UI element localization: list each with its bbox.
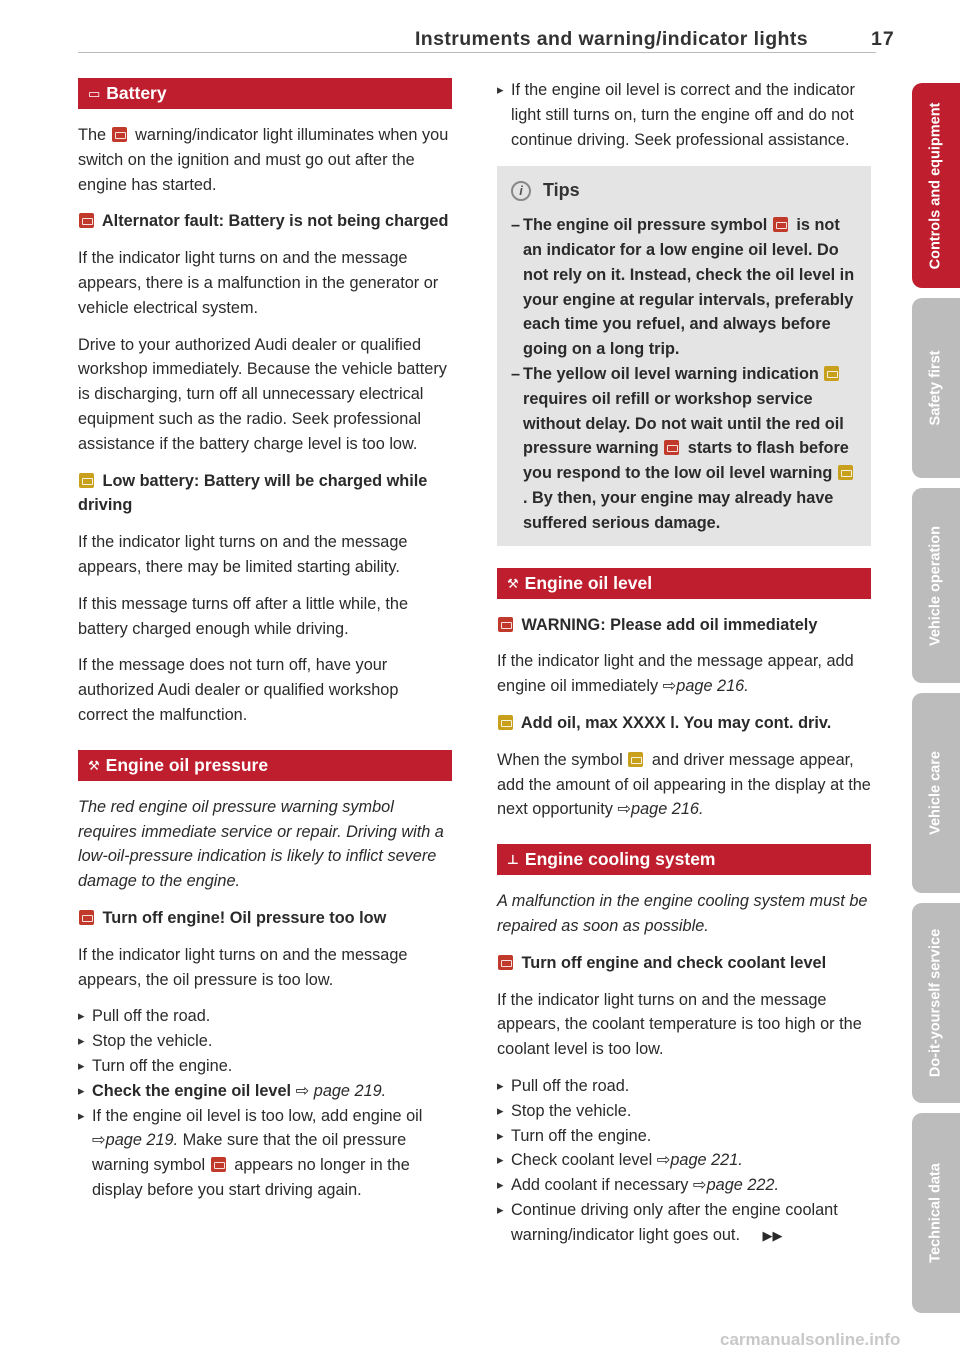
list-item: ▸ Stop the vehicle. — [497, 1099, 871, 1124]
alternator-fault-heading: Alternator fault: Battery is not being charged — [78, 209, 452, 234]
alternator-paragraph-2: Drive to your authorized Audi dealer or qualified workshop immediately. Because the vehicle battery is discharging, turn off all unnecessary electrical equipment such as the radio. Seek professional assistance if the battery charge level is too low. — [78, 335, 447, 453]
oil-pressure-indicator-icon — [664, 440, 679, 455]
tab-do-it-yourself-service[interactable]: Do-it-yourself service — [912, 903, 960, 1103]
oil-level-indicator-icon — [824, 366, 839, 381]
battery-indicator-icon — [79, 213, 94, 228]
oil-pressure-steps — [78, 1004, 452, 1202]
battery-indicator-icon — [112, 127, 127, 142]
oil-level-indicator-icon — [628, 752, 643, 767]
page-reference[interactable]: ⇨page 216. — [617, 800, 704, 819]
tips-box — [497, 166, 871, 545]
oil-pressure-steps-continued — [497, 78, 871, 152]
list-item: ▸ Turn off the engine. — [497, 1124, 871, 1149]
list-item: ▸ Pull off the road. — [497, 1074, 871, 1099]
section-battery-heading: ▭ Battery — [78, 78, 452, 109]
section-oil-pressure-heading: ⚒ Engine oil pressure — [78, 750, 452, 781]
list-item: ▸ Pull off the road. — [78, 1004, 452, 1029]
list-item: ▸ Turn off the engine. — [78, 1054, 452, 1079]
list-item: ▸ Check the engine oil level ⇨ page 219. — [78, 1079, 452, 1104]
add-oil-max-heading: Add oil, max XXXX l. You may cont. driv. — [497, 711, 871, 736]
list-item: ▸ Continue driving only after the engine coolant warning/indicator light goes out. ▶▶ — [497, 1198, 871, 1249]
page-reference[interactable]: ⇨page 221. — [656, 1151, 743, 1170]
tip-item: – The yellow oil level warning indication requires oil refill or workshop service without delay. Do not wait until the red oil pressure warning starts to flash before you respond to the low oil level warning . By then, your engine may already have suffered serious damage. — [511, 362, 857, 536]
header-rule — [78, 52, 876, 53]
tip-item: – The engine oil pressure symbol is not an indicator for a low engine oil level. Do not rely on it. Instead, check the oil level in your engine at regular intervals, preferably each time you refuel, and always before going on a long trip. — [511, 213, 857, 362]
tips-heading: i Tips — [511, 178, 857, 203]
battery-icon: ▭ — [88, 86, 101, 101]
oil-pressure-intro: The red engine oil pressure warning symbol requires immediate service or repair. Driving with a low-oil-pressure indication is likely to inflict severe damage to the engine. — [78, 797, 444, 891]
watermark: carmanualsonline.info — [720, 1330, 901, 1349]
oil-level-indicator-icon — [838, 465, 853, 480]
cooling-intro: A malfunction in the engine cooling system must be repaired as soon as possible. — [497, 892, 868, 935]
low-battery-paragraph-3: If the message does not turn off, have your authorized Audi dealer or qualified workshop correct the malfunction. — [78, 656, 399, 724]
battery-indicator-icon — [79, 473, 94, 488]
add-oil-warning-paragraph: If the indicator light and the message appear, add engine oil immediately ⇨page 216. — [497, 652, 854, 696]
tab-vehicle-care[interactable]: Vehicle care — [912, 693, 960, 893]
low-battery-paragraph-1: If the indicator light turns on and the message appears, there may be limited starting ability. — [78, 533, 408, 576]
left-column — [78, 78, 452, 1215]
oil-level-icon: ⚒ — [507, 575, 519, 591]
list-item: ▸ If the engine oil level is correct and the indicator light still turns on, turn the engine off and do not continue driving. Seek professional assistance. — [497, 78, 871, 152]
tab-vehicle-operation[interactable]: Vehicle operation — [912, 488, 960, 683]
page-reference[interactable]: ⇨page 216. — [662, 677, 749, 696]
alternator-paragraph-1: If the indicator light turns on and the message appears, there is a malfunction in the generator or vehicle electrical system. — [78, 249, 439, 317]
list-item: ▸ Stop the vehicle. — [78, 1029, 452, 1054]
oil-pressure-indicator-icon — [79, 910, 94, 925]
page-reference[interactable]: ⇨page 219. — [92, 1131, 179, 1150]
turn-off-paragraph: If the indicator light turns on and the message appears, the oil pressure is too low. — [78, 945, 408, 989]
list-item: ▸ Check coolant level ⇨page 221. — [497, 1148, 871, 1173]
coolant-steps — [497, 1074, 871, 1249]
page-number: 17 — [871, 28, 895, 50]
battery-intro: The warning/indicator light illuminates when you switch on the ignition and must go out after the engine has started. — [78, 126, 449, 194]
add-oil-warning-heading: WARNING: Please add oil immediately — [497, 613, 871, 638]
coolant-indicator-icon — [498, 955, 513, 970]
coolant-temperature-icon: ⊥ — [507, 852, 519, 868]
low-battery-heading: Low battery: Battery will be charged while driving — [78, 471, 428, 515]
list-item: ▸ Add coolant if necessary ⇨page 222. — [497, 1173, 871, 1198]
right-column — [497, 78, 871, 1260]
section-cooling-heading: ⊥ Engine cooling system — [497, 844, 871, 875]
section-oil-level-heading: ⚒ Engine oil level — [497, 568, 871, 599]
continue-arrow-icon: ▶▶ — [762, 1227, 783, 1243]
page-reference[interactable]: ⇨page 222. — [692, 1176, 780, 1195]
add-oil-paragraph: When the symbol and driver message appear, add the amount of oil appearing in the display at the next opportunity ⇨page 216. — [497, 750, 871, 819]
page-reference[interactable]: ⇨ page 219. — [295, 1081, 387, 1100]
coolant-paragraph: If the indicator light turns on and the message appears, the coolant temperature is too high or the coolant level is too low. — [497, 990, 862, 1059]
turn-off-engine-heading: Turn off engine! Oil pressure too low — [78, 906, 452, 931]
tab-technical-data[interactable]: Technical data — [912, 1113, 960, 1313]
check-coolant-heading: Turn off engine and check coolant level — [497, 951, 871, 976]
oil-can-icon: ⚒ — [88, 757, 100, 773]
header-title: Instruments and warning/indicator lights — [414, 28, 808, 50]
info-icon: i — [511, 181, 531, 201]
tab-safety-first[interactable]: Safety first — [912, 298, 960, 478]
oil-level-indicator-icon — [498, 617, 513, 632]
low-battery-paragraph-2: If this message turns off after a little while, the battery charged enough while driving. — [78, 594, 409, 638]
list-item: ▸ If the engine oil level is too low, add engine oil ⇨page 219. Make sure that the oil pressure warning symbol appears no longer in the display before you start driving again. — [78, 1104, 452, 1203]
oil-level-indicator-icon — [498, 715, 513, 730]
tab-controls-and-equipment[interactable]: Controls and equipment — [912, 83, 960, 288]
oil-pressure-indicator-icon — [211, 1157, 226, 1172]
oil-pressure-indicator-icon — [773, 217, 788, 232]
